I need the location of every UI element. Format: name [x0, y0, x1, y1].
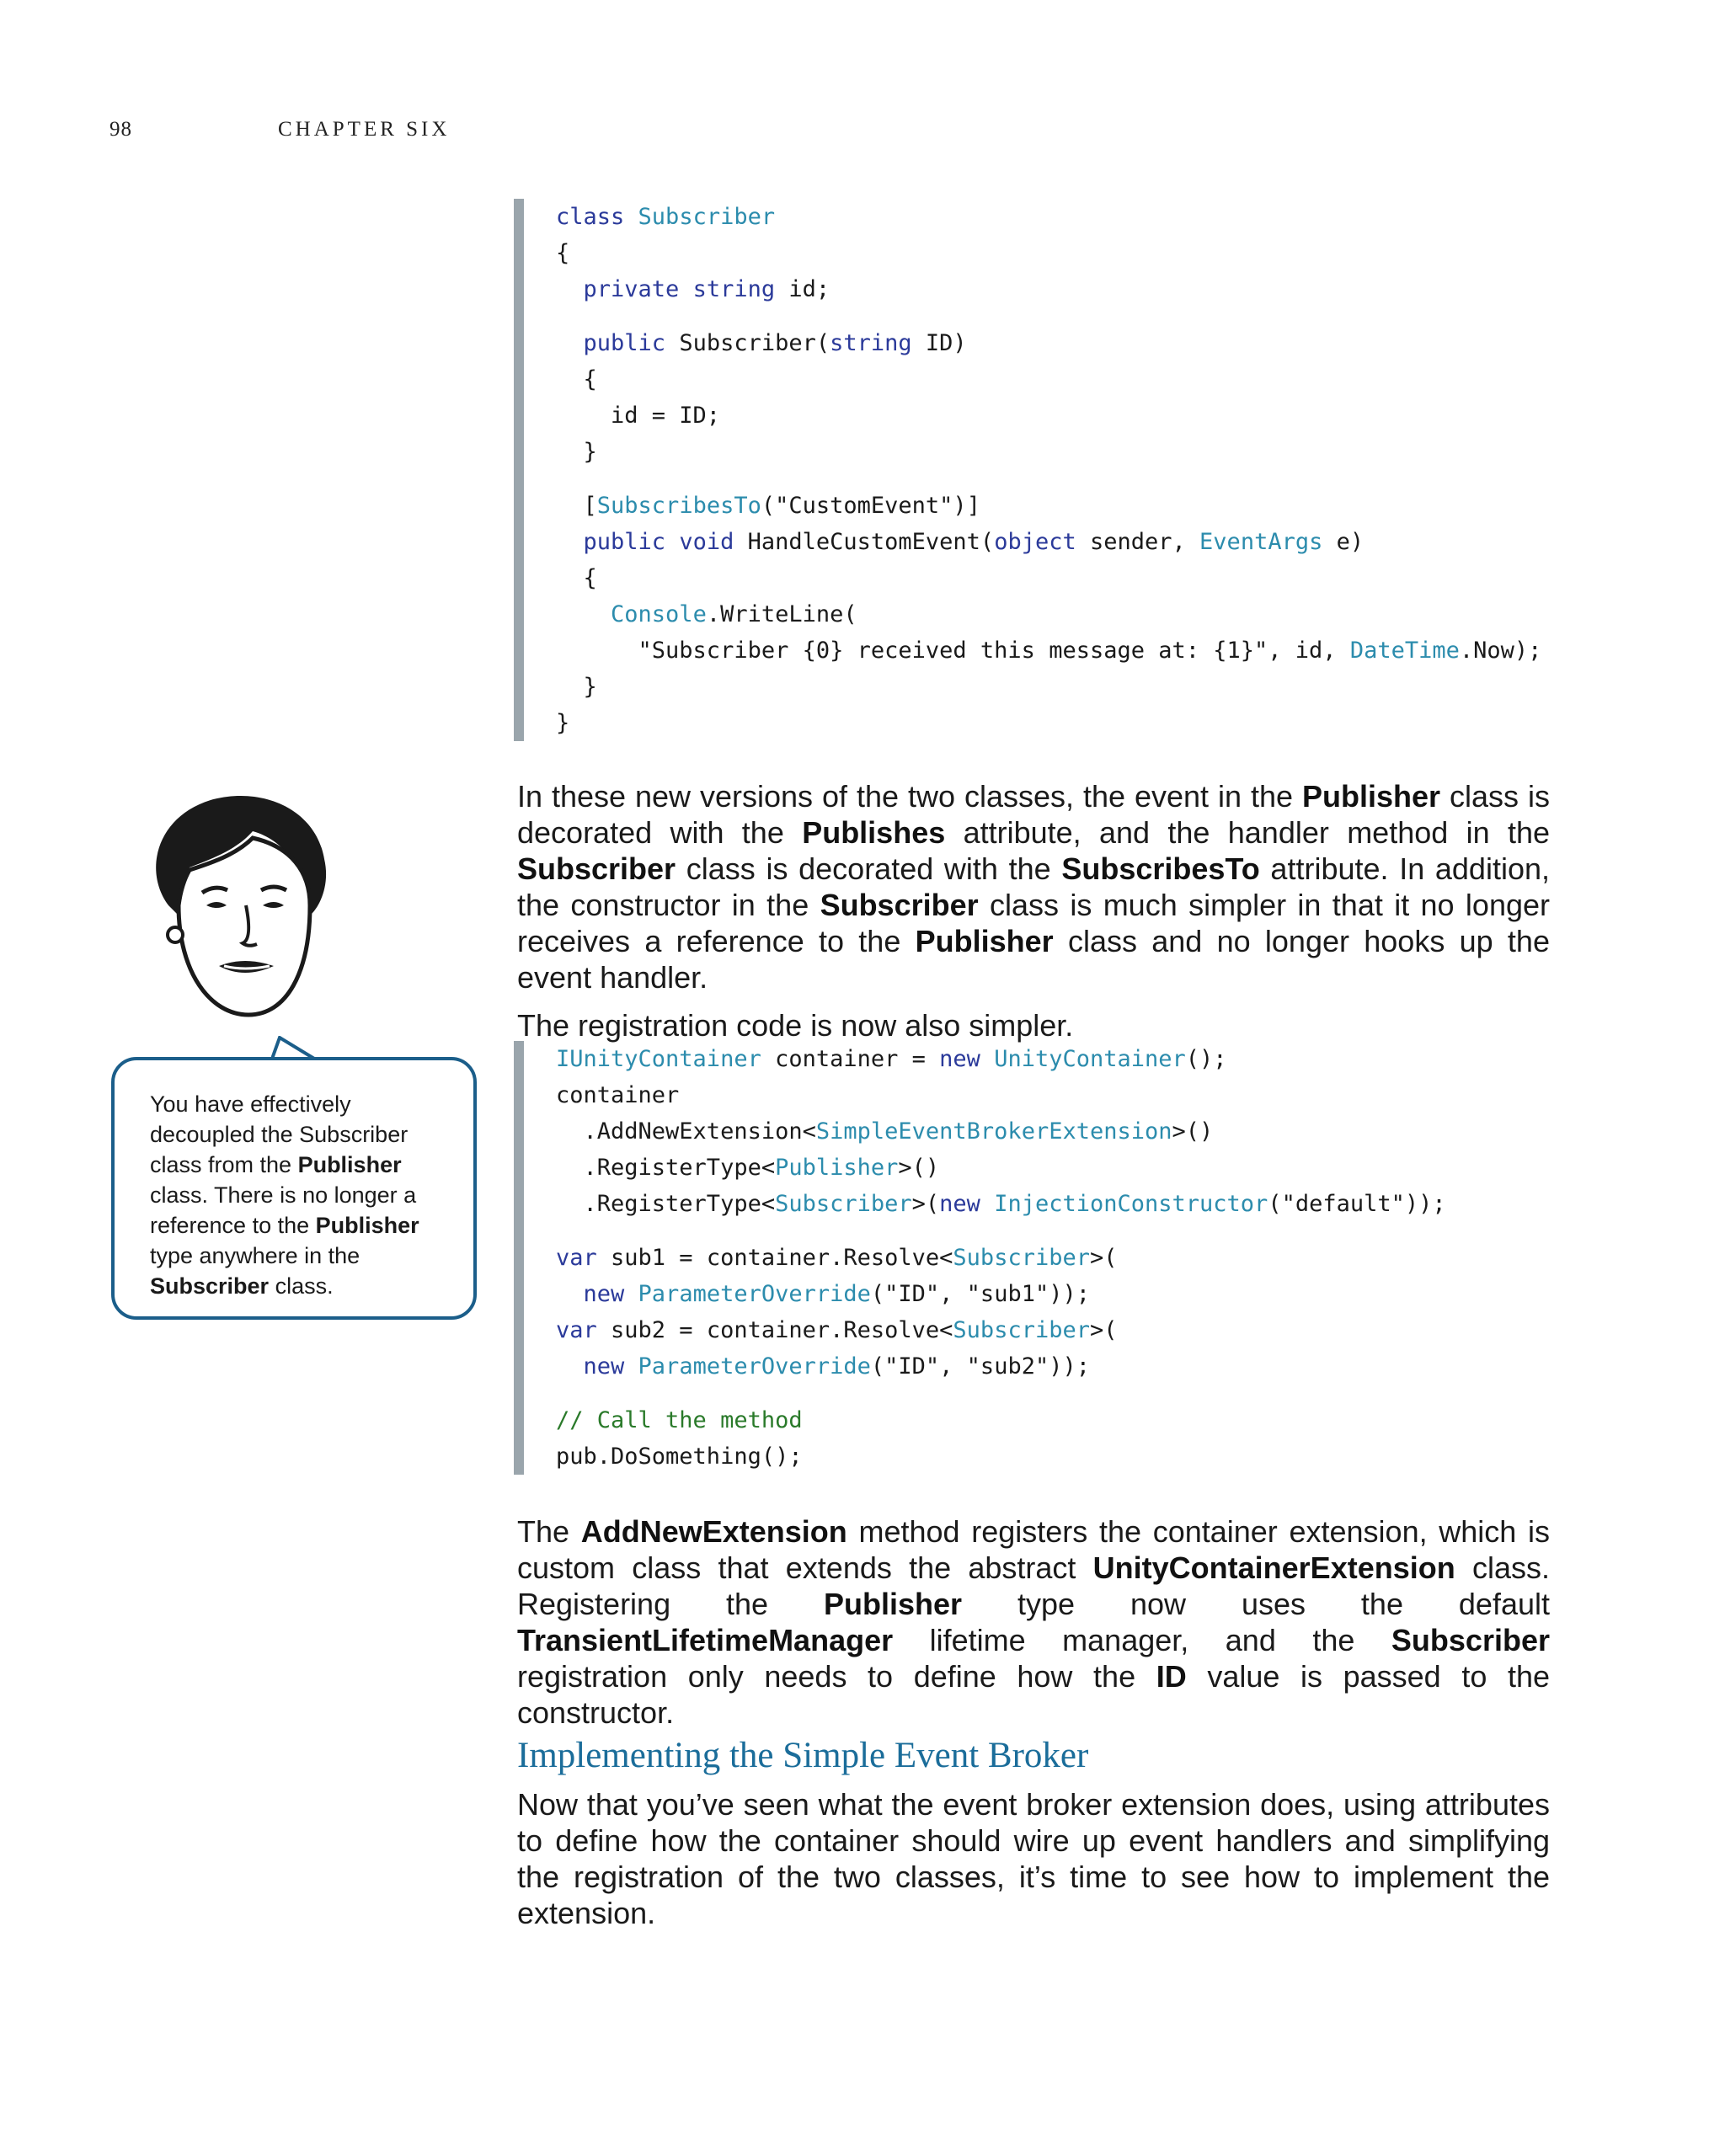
text-run: lifetime manager, and the	[893, 1623, 1391, 1657]
callout-box	[111, 1057, 477, 1320]
code-line	[556, 1438, 1446, 1475]
bold-term: Publisher	[824, 1587, 963, 1621]
code-line	[556, 398, 1541, 434]
page-number: 98	[109, 118, 132, 141]
text-run: >(	[911, 1191, 940, 1217]
text-run: }	[556, 439, 597, 465]
text-run: ParameterOverride	[638, 1281, 871, 1307]
text-run: value is passed to the constructor.	[517, 1659, 1551, 1730]
text-run: >()	[1172, 1118, 1214, 1145]
text-run: class and no longer hooks up the event handler.	[517, 924, 1550, 995]
paragraph	[517, 778, 1550, 995]
text-run: type anywhere in the	[150, 1243, 360, 1268]
text-run: container	[556, 1082, 680, 1108]
code-line	[556, 705, 1541, 741]
text-run	[556, 1353, 584, 1380]
text-run: SubscribesTo	[596, 493, 761, 519]
code-block-subscriber-class	[514, 199, 1541, 741]
code-line	[556, 1240, 1446, 1276]
code-line	[556, 488, 1541, 524]
code-line	[556, 1077, 1446, 1113]
bold-term: Publishes	[802, 815, 946, 850]
text-run: string	[830, 330, 926, 356]
text-run: ("ID", "sub1"));	[870, 1281, 1090, 1307]
code-line	[556, 434, 1541, 470]
text-run: The	[517, 1514, 581, 1549]
code-line	[556, 1113, 1446, 1150]
text-run: registration only needs to define how the	[517, 1659, 1156, 1694]
text-run: new	[583, 1281, 638, 1307]
text-run: class. There is no longer a reference to the	[150, 1182, 417, 1238]
text-run: EventArgs	[1199, 529, 1323, 555]
text-run: Subscriber	[638, 204, 776, 230]
code-line	[556, 199, 1541, 235]
text-run: pub.DoSomething();	[556, 1444, 803, 1470]
code-line	[556, 1402, 1446, 1438]
text-run: var	[556, 1245, 611, 1271]
text-run: Console	[611, 601, 707, 627]
text-run: {	[556, 366, 597, 392]
code-line	[556, 1150, 1446, 1186]
text-run: HandleCustomEvent(	[747, 529, 995, 555]
text-run: class. Registering the	[517, 1550, 1550, 1621]
paragraph	[517, 1513, 1550, 1731]
code-line	[556, 235, 1541, 271]
text-run: type now uses the default	[962, 1587, 1550, 1621]
text-run: ("default"));	[1268, 1191, 1446, 1217]
text-run: container =	[761, 1046, 940, 1072]
code-line	[556, 325, 1541, 361]
paragraph	[517, 1007, 1550, 1043]
code-line	[556, 1348, 1446, 1385]
code-line	[556, 524, 1541, 560]
text-run: Subscriber	[953, 1317, 1090, 1343]
bold-term: Publisher	[297, 1152, 402, 1177]
text-run: attribute. In addition, the constructor in the	[517, 851, 1550, 922]
text-run: >()	[898, 1155, 940, 1181]
bold-term: TransientLifetimeManager	[517, 1623, 894, 1657]
code-gap	[556, 470, 1541, 488]
text-run: new	[939, 1046, 995, 1072]
code-line	[556, 1276, 1446, 1312]
text-run: IUnityContainer	[556, 1046, 761, 1072]
bold-term: Subscriber	[150, 1273, 270, 1299]
text-run: [	[556, 493, 597, 519]
page-header	[0, 118, 1725, 152]
code-line	[556, 560, 1541, 596]
text-run: .RegisterType<	[556, 1191, 776, 1217]
text-run: id = ID;	[556, 403, 721, 429]
text-run: public	[583, 330, 680, 356]
text-run: private	[583, 276, 693, 302]
text-run	[556, 1281, 584, 1307]
text-run: {	[556, 565, 597, 591]
text-run: In these new versions of the two classes, the event in the	[517, 779, 1303, 814]
text-run	[556, 276, 584, 302]
text-run: Subscriber(	[679, 330, 830, 356]
text-run: InjectionConstructor	[994, 1191, 1268, 1217]
text-run: sender,	[1090, 529, 1200, 555]
bold-term: Publisher	[915, 924, 1054, 958]
bold-term: Subscriber	[1391, 1623, 1550, 1657]
code-line	[556, 1186, 1446, 1222]
text-run: You have effectively decoupled the Subscriber class from the	[150, 1091, 409, 1177]
code-gap	[556, 1222, 1446, 1240]
text-run: sub2 = container.Resolve<	[611, 1317, 953, 1343]
text-run: Publisher	[775, 1155, 899, 1181]
text-run	[556, 330, 584, 356]
text-run: }	[556, 674, 597, 700]
code-gap	[556, 1385, 1446, 1402]
text-run: }	[556, 710, 570, 736]
code-gap	[556, 307, 1541, 325]
text-run: ID)	[925, 330, 967, 356]
text-run: object	[994, 529, 1090, 555]
bold-term: Publisher	[1302, 779, 1441, 814]
text-run: {	[556, 240, 570, 266]
bold-term: Publisher	[315, 1213, 419, 1238]
text-run: ("ID", "sub2"));	[870, 1353, 1090, 1380]
text-run: // Call the method	[556, 1407, 803, 1433]
text-run: class is decorated with the	[676, 851, 1062, 886]
text-run: .RegisterType<	[556, 1155, 776, 1181]
text-run: "Subscriber {0} received this message at: {1}", id,	[556, 638, 1350, 664]
prose-section-1	[517, 778, 1550, 1055]
text-run: >(	[1089, 1245, 1118, 1271]
text-run: string	[692, 276, 789, 302]
code-line	[556, 596, 1541, 632]
text-run: SimpleEventBrokerExtension	[815, 1118, 1172, 1145]
code-line	[556, 1312, 1446, 1348]
section-heading: Implementing the Simple Event Broker	[517, 1736, 1089, 1775]
chapter-title: CHAPTER SIX	[278, 118, 451, 141]
text-run: new	[939, 1191, 995, 1217]
bold-term: Subscriber	[517, 851, 676, 886]
bold-term: UnityContainerExtension	[1092, 1550, 1455, 1585]
text-run: class.	[269, 1273, 334, 1299]
callout-text	[150, 1089, 462, 1301]
text-run: public	[583, 529, 680, 555]
text-run: method registers the container extension, which is custom class that extends the abstract	[517, 1514, 1550, 1585]
prose-section-3	[517, 1786, 1550, 1943]
text-run: attribute, and the handler method in the	[945, 815, 1550, 850]
text-run: The registration code is now also simpler.	[517, 1008, 1074, 1043]
code-block-registration	[514, 1041, 1446, 1475]
text-run: Now that you’ve seen what the event broker extension does, using attributes to define how the container should wire up event handlers and simplifying the registration of the two classes, it’s time to see how to implement the extension.	[517, 1787, 1550, 1930]
text-run: new	[583, 1353, 638, 1380]
text-run	[556, 601, 611, 627]
text-run: Subscriber	[775, 1191, 912, 1217]
code-line	[556, 632, 1541, 669]
code-line	[556, 669, 1541, 705]
prose-section-2	[517, 1513, 1550, 1742]
bold-term: Subscriber	[820, 888, 979, 922]
code-line	[556, 1041, 1446, 1077]
text-run: >(	[1089, 1317, 1118, 1343]
text-run: id;	[788, 276, 830, 302]
text-run: .AddNewExtension<	[556, 1118, 816, 1145]
text-run: class	[556, 204, 638, 230]
text-run: DateTime	[1349, 638, 1460, 664]
bold-term: ID	[1156, 1659, 1187, 1694]
text-run: UnityContainer	[994, 1046, 1186, 1072]
text-run: e)	[1322, 529, 1365, 555]
paragraph	[517, 1786, 1550, 1931]
text-run: var	[556, 1317, 611, 1343]
woman-portrait-icon	[109, 779, 354, 1023]
text-run: ParameterOverride	[638, 1353, 871, 1380]
code-line	[556, 361, 1541, 398]
text-run: sub1 = container.Resolve<	[611, 1245, 953, 1271]
text-run: Subscriber	[953, 1245, 1090, 1271]
text-run: class is much simpler in that it no longer receives a reference to the	[517, 888, 1550, 958]
code-line	[556, 271, 1541, 307]
text-run: class is decorated with the	[517, 779, 1550, 850]
text-run: ();	[1185, 1046, 1227, 1072]
text-run	[556, 529, 584, 555]
text-run: .WriteLine(	[706, 601, 857, 627]
bold-term: AddNewExtension	[580, 1514, 847, 1549]
text-run: void	[679, 529, 748, 555]
text-run: .Now);	[1459, 638, 1542, 664]
bold-term: SubscribesTo	[1061, 851, 1260, 886]
text-run: ("CustomEvent")]	[761, 493, 980, 519]
